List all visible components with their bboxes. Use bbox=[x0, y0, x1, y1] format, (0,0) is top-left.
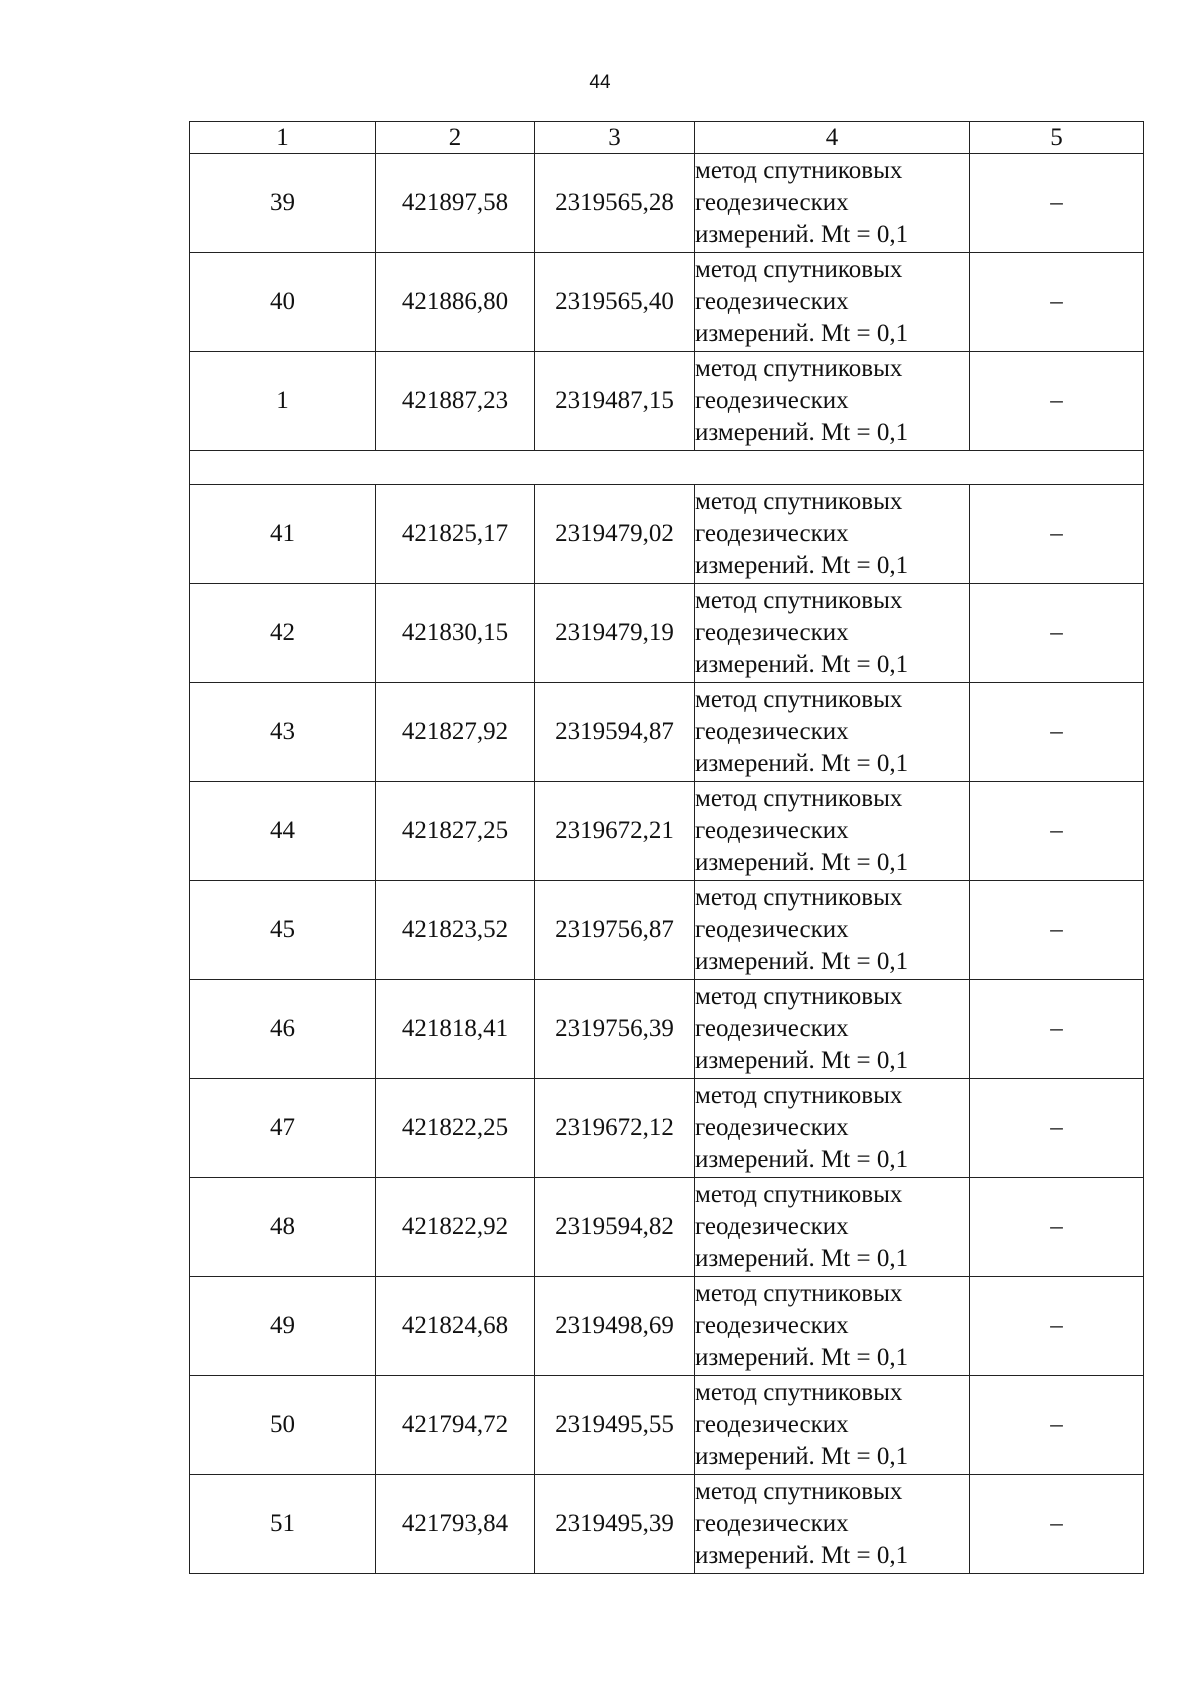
method-line: измерений. Mt = 0,1 bbox=[695, 1344, 909, 1371]
method-line: метод спутниковых bbox=[695, 157, 903, 184]
point-number-cell: 42 bbox=[190, 584, 376, 683]
x-coordinate-cell: 421827,25 bbox=[376, 782, 535, 881]
method-line: измерений. Mt = 0,1 bbox=[695, 1245, 909, 1272]
y-coordinate-cell: 2319498,69 bbox=[535, 1277, 695, 1376]
x-coordinate-cell: 421825,17 bbox=[376, 485, 535, 584]
contour-separator-row bbox=[190, 451, 1144, 485]
method-cell bbox=[695, 154, 970, 253]
y-coordinate-cell: 2319756,87 bbox=[535, 881, 695, 980]
y-coordinate-cell: 2319594,82 bbox=[535, 1178, 695, 1277]
method-line: измерений. Mt = 0,1 bbox=[695, 419, 909, 446]
method-line: метод спутниковых bbox=[695, 256, 903, 283]
x-coordinate-cell: 421794,72 bbox=[376, 1376, 535, 1475]
point-number-cell: 49 bbox=[190, 1277, 376, 1376]
method-line: геодезических bbox=[695, 916, 849, 943]
y-coordinate-cell: 2319479,02 bbox=[535, 485, 695, 584]
point-number-cell: 44 bbox=[190, 782, 376, 881]
point-number-cell: 41 bbox=[190, 485, 376, 584]
method-line: геодезических bbox=[695, 619, 849, 646]
method-line: геодезических bbox=[695, 1411, 849, 1438]
note-cell: – bbox=[970, 584, 1144, 683]
method-line: измерений. Mt = 0,1 bbox=[695, 750, 909, 777]
point-number-cell: 47 bbox=[190, 1079, 376, 1178]
table-row bbox=[190, 1376, 1144, 1475]
y-coordinate-cell: 2319495,39 bbox=[535, 1475, 695, 1574]
y-coordinate-cell: 2319565,40 bbox=[535, 253, 695, 352]
method-cell bbox=[695, 485, 970, 584]
method-line: измерений. Mt = 0,1 bbox=[695, 1047, 909, 1074]
method-line: измерений. Mt = 0,1 bbox=[695, 1146, 909, 1173]
method-line: метод спутниковых bbox=[695, 587, 903, 614]
note-cell: – bbox=[970, 352, 1144, 451]
table-header-row bbox=[190, 122, 1144, 154]
table-row bbox=[190, 1079, 1144, 1178]
note-cell: – bbox=[970, 881, 1144, 980]
header-cell-note: 5 bbox=[970, 122, 1144, 154]
point-number-cell: 1 bbox=[190, 352, 376, 451]
method-line: измерений. Mt = 0,1 bbox=[695, 1542, 909, 1569]
x-coordinate-cell: 421824,68 bbox=[376, 1277, 535, 1376]
contour-separator-cell bbox=[190, 451, 1144, 485]
method-line: метод спутниковых bbox=[695, 785, 903, 812]
coordinates-table bbox=[189, 121, 1144, 1574]
x-coordinate-cell: 421887,23 bbox=[376, 352, 535, 451]
method-line: геодезических bbox=[695, 387, 849, 414]
method-cell bbox=[695, 584, 970, 683]
note-cell: – bbox=[970, 1178, 1144, 1277]
table-row bbox=[190, 154, 1144, 253]
point-number-cell: 40 bbox=[190, 253, 376, 352]
method-line: геодезических bbox=[695, 1312, 849, 1339]
method-cell bbox=[695, 782, 970, 881]
method-cell bbox=[695, 683, 970, 782]
method-line: метод спутниковых bbox=[695, 488, 903, 515]
coordinates-table-body bbox=[190, 122, 1144, 1574]
note-cell: – bbox=[970, 485, 1144, 584]
method-line: геодезических bbox=[695, 1510, 849, 1537]
method-line: геодезических bbox=[695, 520, 849, 547]
y-coordinate-cell: 2319594,87 bbox=[535, 683, 695, 782]
y-coordinate-cell: 2319487,15 bbox=[535, 352, 695, 451]
method-line: измерений. Mt = 0,1 bbox=[695, 651, 909, 678]
header-cell-x: 2 bbox=[376, 122, 535, 154]
header-cell-y: 3 bbox=[535, 122, 695, 154]
y-coordinate-cell: 2319672,21 bbox=[535, 782, 695, 881]
x-coordinate-cell: 421822,92 bbox=[376, 1178, 535, 1277]
y-coordinate-cell: 2319495,55 bbox=[535, 1376, 695, 1475]
method-line: геодезических bbox=[695, 817, 849, 844]
method-line: геодезических bbox=[695, 1213, 849, 1240]
method-cell bbox=[695, 253, 970, 352]
method-line: метод спутниковых bbox=[695, 355, 903, 382]
note-cell: – bbox=[970, 980, 1144, 1079]
method-cell bbox=[695, 1178, 970, 1277]
point-number-cell: 39 bbox=[190, 154, 376, 253]
x-coordinate-cell: 421827,92 bbox=[376, 683, 535, 782]
point-number-cell: 45 bbox=[190, 881, 376, 980]
method-line: геодезических bbox=[695, 1114, 849, 1141]
method-line: метод спутниковых bbox=[695, 1478, 903, 1505]
method-line: измерений. Mt = 0,1 bbox=[695, 948, 909, 975]
method-line: метод спутниковых bbox=[695, 1379, 903, 1406]
table-row bbox=[190, 1475, 1144, 1574]
point-number-cell: 46 bbox=[190, 980, 376, 1079]
method-line: метод спутниковых bbox=[695, 686, 903, 713]
header-cell-method: 4 bbox=[695, 122, 970, 154]
y-coordinate-cell: 2319756,39 bbox=[535, 980, 695, 1079]
method-line: измерений. Mt = 0,1 bbox=[695, 1443, 909, 1470]
header-cell-point: 1 bbox=[190, 122, 376, 154]
point-number-cell: 51 bbox=[190, 1475, 376, 1574]
note-cell: – bbox=[970, 683, 1144, 782]
method-cell bbox=[695, 352, 970, 451]
method-line: геодезических bbox=[695, 288, 849, 315]
note-cell: – bbox=[970, 1475, 1144, 1574]
note-cell: – bbox=[970, 782, 1144, 881]
point-number-cell: 48 bbox=[190, 1178, 376, 1277]
point-number-cell: 50 bbox=[190, 1376, 376, 1475]
x-coordinate-cell: 421897,58 bbox=[376, 154, 535, 253]
table-row bbox=[190, 1178, 1144, 1277]
table-row bbox=[190, 584, 1144, 683]
x-coordinate-cell: 421830,15 bbox=[376, 584, 535, 683]
point-number-cell: 43 bbox=[190, 683, 376, 782]
x-coordinate-cell: 421886,80 bbox=[376, 253, 535, 352]
table-row bbox=[190, 352, 1144, 451]
method-line: метод спутниковых bbox=[695, 1082, 903, 1109]
method-line: метод спутниковых bbox=[695, 1280, 903, 1307]
note-cell: – bbox=[970, 1277, 1144, 1376]
x-coordinate-cell: 421818,41 bbox=[376, 980, 535, 1079]
y-coordinate-cell: 2319479,19 bbox=[535, 584, 695, 683]
table-row bbox=[190, 980, 1144, 1079]
method-line: геодезических bbox=[695, 718, 849, 745]
y-coordinate-cell: 2319672,12 bbox=[535, 1079, 695, 1178]
table-row bbox=[190, 683, 1144, 782]
method-cell bbox=[695, 980, 970, 1079]
table-row bbox=[190, 782, 1144, 881]
method-line: геодезических bbox=[695, 189, 849, 216]
method-line: измерений. Mt = 0,1 bbox=[695, 221, 909, 248]
note-cell: – bbox=[970, 1079, 1144, 1178]
method-line: геодезических bbox=[695, 1015, 849, 1042]
x-coordinate-cell: 421793,84 bbox=[376, 1475, 535, 1574]
page-number: 44 bbox=[589, 72, 611, 93]
method-line: измерений. Mt = 0,1 bbox=[695, 320, 909, 347]
method-cell bbox=[695, 1277, 970, 1376]
note-cell: – bbox=[970, 253, 1144, 352]
x-coordinate-cell: 421823,52 bbox=[376, 881, 535, 980]
method-cell bbox=[695, 1376, 970, 1475]
note-cell: – bbox=[970, 154, 1144, 253]
table-row bbox=[190, 253, 1144, 352]
y-coordinate-cell: 2319565,28 bbox=[535, 154, 695, 253]
method-cell bbox=[695, 1475, 970, 1574]
note-cell: – bbox=[970, 1376, 1144, 1475]
method-line: метод спутниковых bbox=[695, 983, 903, 1010]
table-row bbox=[190, 1277, 1144, 1376]
table-row bbox=[190, 881, 1144, 980]
method-line: измерений. Mt = 0,1 bbox=[695, 849, 909, 876]
method-line: измерений. Mt = 0,1 bbox=[695, 552, 909, 579]
method-cell bbox=[695, 1079, 970, 1178]
method-line: метод спутниковых bbox=[695, 884, 903, 911]
method-line: метод спутниковых bbox=[695, 1181, 903, 1208]
method-cell bbox=[695, 881, 970, 980]
table-row bbox=[190, 485, 1144, 584]
x-coordinate-cell: 421822,25 bbox=[376, 1079, 535, 1178]
